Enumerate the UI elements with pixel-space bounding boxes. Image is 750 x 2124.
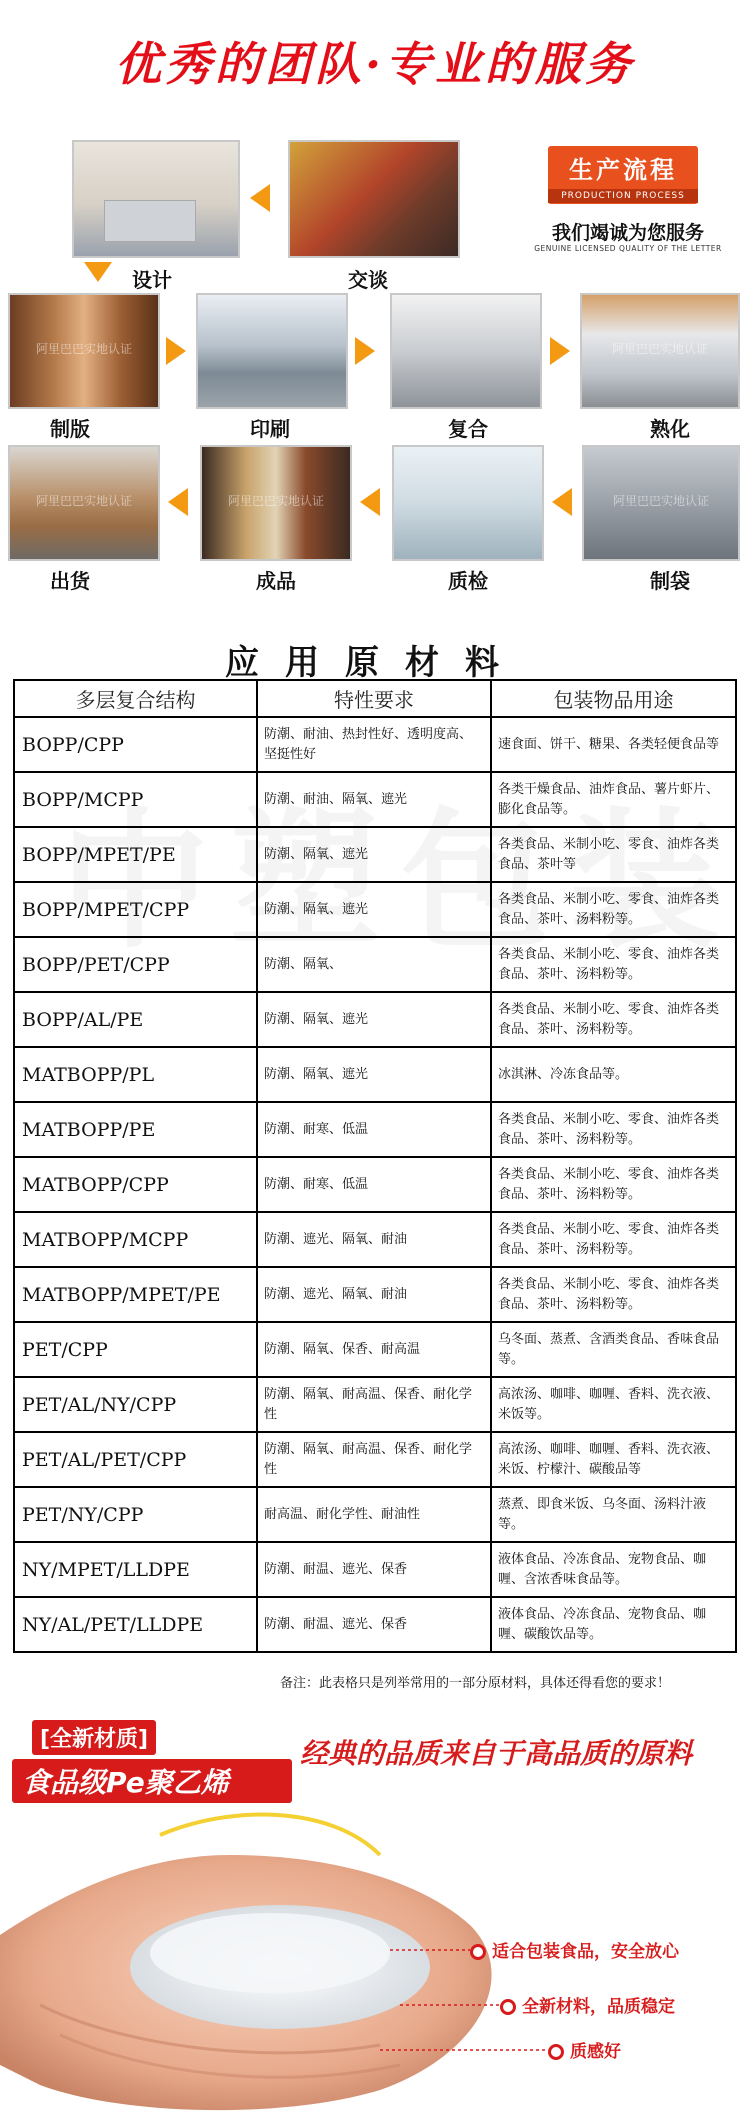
- arrow-right-icon: [166, 337, 186, 365]
- table-header-row: [14, 680, 736, 717]
- photo-watermark: 阿里巴巴实地认证: [612, 493, 709, 508]
- photo-watermark: 阿里巴巴实地认证: [611, 341, 708, 356]
- materials-table: [13, 679, 737, 1653]
- step-label-laminate: 复合: [448, 417, 488, 441]
- slogan-sub: GENUINE LICENSED QUALITY OF THE LETTER: [534, 244, 722, 253]
- table-row: MATBOPP/CPP 防潮、耐寒、低温 各类食品、米制小吃、零食、油炸各类食品、茶叶、汤料粉等。: [14, 1157, 736, 1212]
- table-row: BOPP/CPP 防潮、耐油、热封性好、透明度高、坚挺性好 速食面、饼干、糖果、各类轻便食品等: [14, 717, 736, 772]
- photo-bagmaking: [582, 445, 740, 561]
- arrow-left-icon: [168, 488, 188, 516]
- table-row: MATBOPP/PE 防潮、耐寒、低温 各类食品、米制小吃、零食、油炸各类食品、茶叶、汤料粉等。: [14, 1102, 736, 1157]
- step-label-bagmaking: 制袋: [650, 569, 690, 593]
- bullet-dot-icon: [470, 1944, 486, 1960]
- photo-plate: [8, 293, 160, 409]
- table-row: MATBOPP/PL 防潮、隔氧、遮光 冰淇淋、冷冻食品等。: [14, 1047, 736, 1102]
- step-label-talk: 交谈: [348, 268, 388, 292]
- photo-ship: [8, 445, 160, 561]
- photo-cure: [580, 293, 740, 409]
- slogan: 我们竭诚为您服务: [551, 222, 704, 244]
- arrow-down-icon: [84, 262, 112, 282]
- materials-title: 应用原材料: [225, 643, 525, 683]
- tag-food-grade: 食品级Pe聚乙烯: [12, 1759, 292, 1803]
- badge-subtitle: PRODUCTION PROCESS: [548, 189, 698, 203]
- table-row: MATBOPP/MPET/PE 防潮、遮光、隔氧、耐油 各类食品、米制小吃、零食、油炸各类食品、茶叶、汤料粉等。: [14, 1267, 736, 1322]
- arrow-left-icon: [360, 488, 380, 516]
- step-label-product: 成品: [256, 569, 296, 593]
- banner-headline: 经典的品质来自于高品质的原料: [300, 1737, 693, 1770]
- table-row: BOPP/MPET/CPP 防潮、隔氧、遮光 各类食品、米制小吃、零食、油炸各类食品、茶叶、汤料粉等。: [14, 882, 736, 937]
- arrow-left-icon: [250, 184, 270, 212]
- page-title: 优秀的团队·专业的服务: [114, 37, 635, 91]
- table-row: NY/AL/PET/LLDPE 防潮、耐温、遮光、保香 液体食品、冷冻食品、宠物食品、咖喱、碳酸饮品等。: [14, 1597, 736, 1652]
- header-properties: 特性要求: [257, 680, 491, 717]
- photo-watermark: 阿里巴巴实地认证: [35, 493, 132, 508]
- arrow-left-icon: [552, 488, 572, 516]
- step-label-cure: 熟化: [650, 417, 690, 441]
- photo-watermark: 阿里巴巴实地认证: [227, 493, 324, 508]
- photo-talk: [288, 140, 460, 258]
- table-row: BOPP/AL/PE 防潮、隔氧、遮光 各类食品、米制小吃、零食、油炸各类食品、茶叶、汤料粉等。: [14, 992, 736, 1047]
- step-label-plate: 制版: [50, 417, 90, 441]
- photo-design: [72, 140, 240, 258]
- photo-product: [200, 445, 352, 561]
- photo-watermark: 阿里巴巴实地认证: [35, 341, 132, 356]
- table-row: NY/MPET/LLDPE 防潮、耐温、遮光、保香 液体食品、冷冻食品、宠物食品、咖喱、含浓香味食品等。: [14, 1542, 736, 1597]
- step-label-inspect: 质检: [448, 569, 488, 593]
- feature-item: 质感好: [548, 2037, 621, 2062]
- bullet-dot-icon: [548, 2044, 564, 2060]
- table-note: 备注：此表格只是列举常用的一部分原材料，具体还得看您的要求！: [280, 1676, 671, 1691]
- step-label-design: 设计: [132, 268, 172, 292]
- table-row: PET/AL/PET/CPP 防潮、隔氧、耐高温、保香、耐化学性 高浓汤、咖啡、咖喱、香料、洗衣液、米饭、柠檬汁、碳酸品等: [14, 1432, 736, 1487]
- table-row: PET/CPP 防潮、隔氧、保香、耐高温 乌冬面、蒸煮、含酒类食品、香味食品等。: [14, 1322, 736, 1377]
- photo-print: [196, 293, 348, 409]
- tag-new-material: [全新材质]: [32, 1720, 156, 1755]
- header-usage: 包装物品用途: [491, 680, 736, 717]
- table-row: PET/NY/CPP 耐高温、耐化学性、耐油性 蒸煮、即食米饭、乌冬面、汤料汁液等。: [14, 1487, 736, 1542]
- badge-title: 生产流程: [569, 156, 677, 184]
- arrow-right-icon: [355, 337, 375, 365]
- table-row: BOPP/MCPP 防潮、耐油、隔氧、遮光 各类干燥食品、油炸食品、薯片虾片、膨化食品等。: [14, 772, 736, 827]
- step-label-ship: 出货: [50, 569, 90, 593]
- photo-inspect: [392, 445, 544, 561]
- table-row: MATBOPP/MCPP 防潮、遮光、隔氧、耐油 各类食品、米制小吃、零食、油炸各类食品、茶叶、汤料粉等。: [14, 1212, 736, 1267]
- feature-item: 全新材料，品质稳定: [500, 1992, 675, 2017]
- arrow-right-icon: [550, 337, 570, 365]
- production-process-badge: [548, 146, 698, 204]
- photo-laminate: [390, 293, 542, 409]
- step-label-print: 印刷: [250, 417, 290, 441]
- material-tag: [12, 1720, 292, 1803]
- table-row: BOPP/MPET/PE 防潮、隔氧、遮光 各类食品、米制小吃、零食、油炸各类食品、茶叶等: [14, 827, 736, 882]
- table-row: BOPP/PET/CPP 防潮、隔氧、 各类食品、米制小吃、零食、油炸各类食品、茶叶、汤料粉等。: [14, 937, 736, 992]
- bullet-dot-icon: [500, 1999, 516, 2015]
- header-structure: 多层复合结构: [14, 680, 257, 717]
- table-row: PET/AL/NY/CPP 防潮、隔氧、耐高温、保香、耐化学性 高浓汤、咖啡、咖喱、香料、洗衣液、米饭等。: [14, 1377, 736, 1432]
- feature-item: 适合包装食品，安全放心: [470, 1937, 679, 1962]
